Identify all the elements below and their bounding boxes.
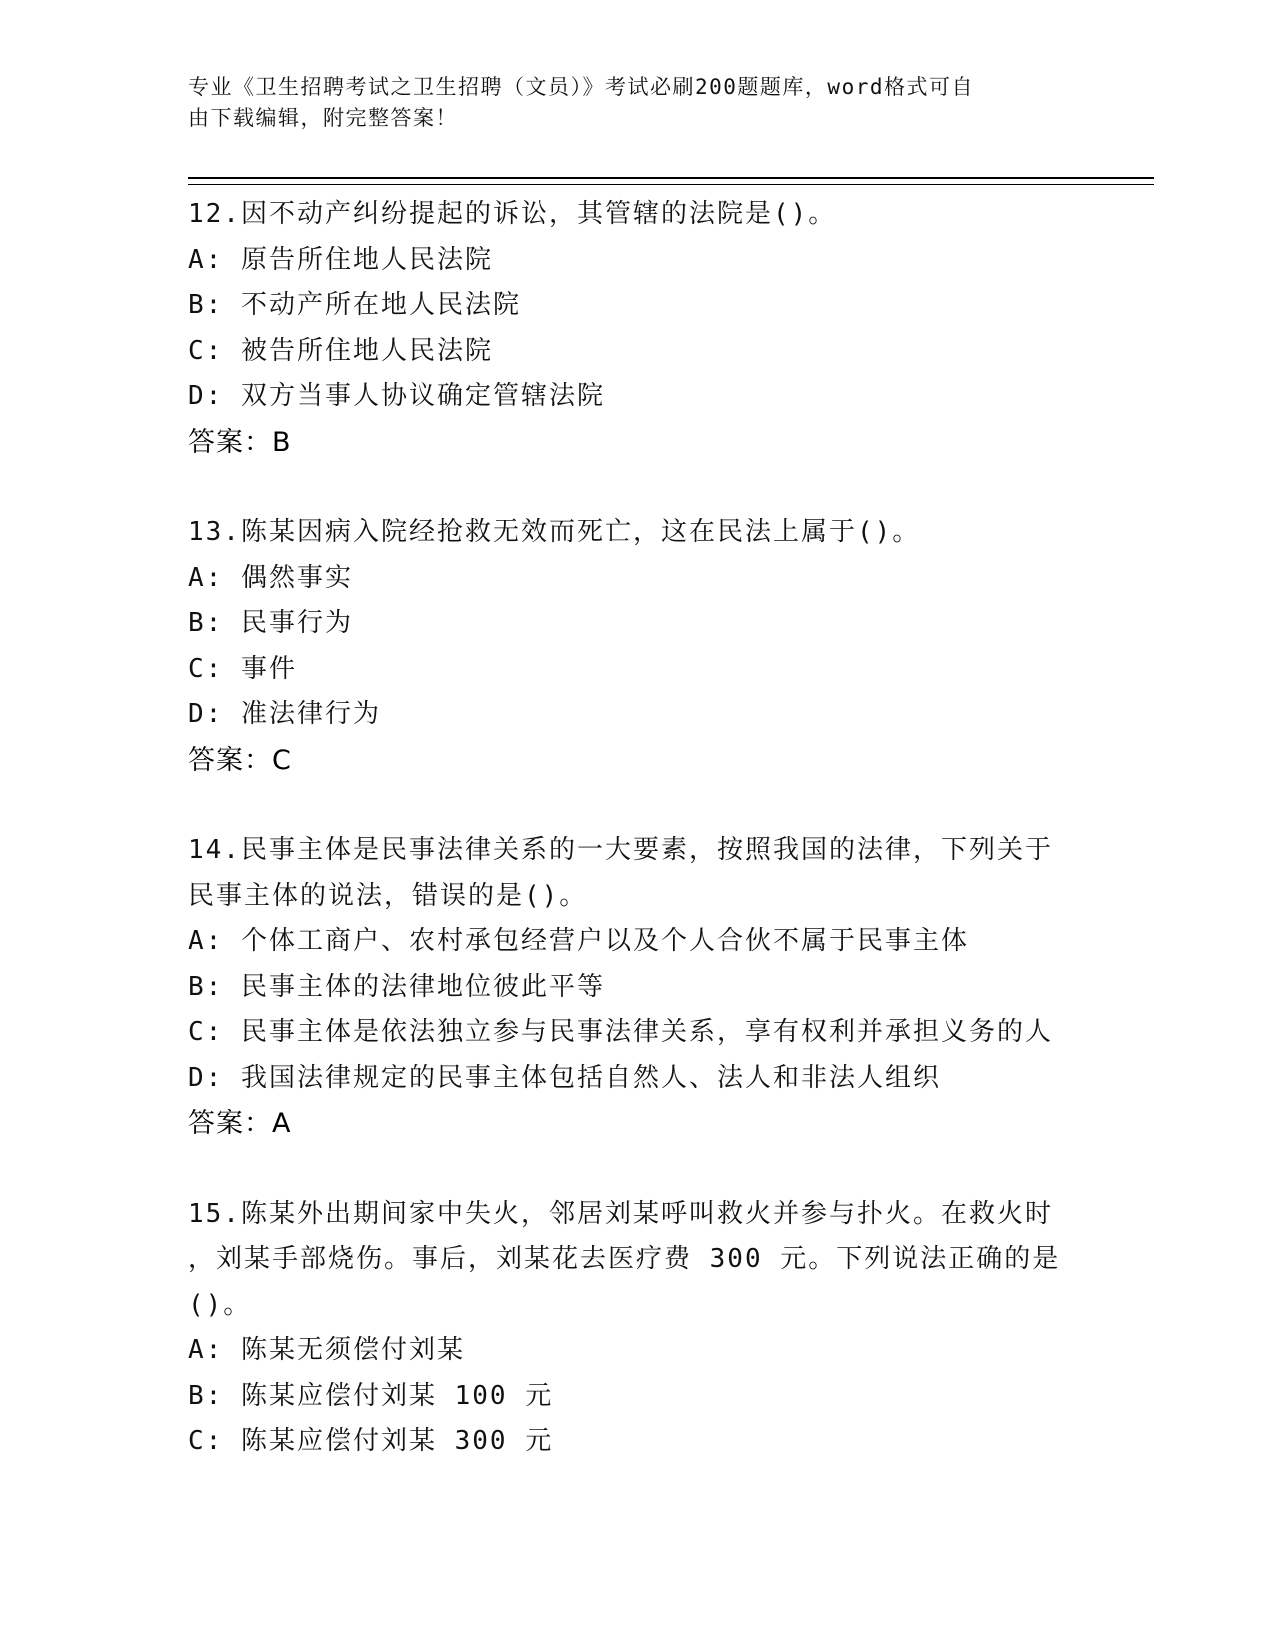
question-14 <box>188 828 1088 1147</box>
answer: 答案：C <box>188 744 292 776</box>
option-c: C: 被告所住地人民法院 <box>188 335 493 366</box>
header-line-1: 专业《卫生招聘考试之卫生招聘（文员）》考试必刷200题题库，word格式可自 <box>188 75 974 99</box>
option-a: A: 陈某无须偿付刘某 <box>188 1335 465 1365</box>
question-13 <box>188 510 1088 783</box>
question-text-line-2: 民事主体的说法，错误的是()。 <box>188 880 588 911</box>
option-c: C: 事件 <box>188 653 297 684</box>
question-text-line-1: 15.陈某外出期间家中失火，邻居刘某呼叫救火并参与扑火。在救火时 <box>188 1198 1053 1229</box>
option-b: B: 民事行为 <box>188 608 353 638</box>
option-b: B: 陈某应偿付刘某 100 元 <box>188 1380 554 1411</box>
option-a: A: 原告所住地人民法院 <box>188 244 493 275</box>
option-b: B: 不动产所在地人民法院 <box>188 290 521 320</box>
question-text-line-2: ，刘某手部烧伤。事后，刘某花去医疗费 300 元。下列说法正确的是 <box>188 1244 1061 1274</box>
question-15 <box>188 1192 1088 1465</box>
option-a: A: 偶然事实 <box>188 562 353 593</box>
header-divider-top <box>188 177 1154 179</box>
option-c: C: 陈某应偿付刘某 300 元 <box>188 1426 554 1456</box>
document-header <box>188 72 1068 134</box>
answer: 答案：B <box>188 426 292 458</box>
option-c: C: 民事主体是依法独立参与民事法律关系，享有权利并承担义务的人 <box>188 1017 1053 1047</box>
question-text: 12.因不动产纠纷提起的诉讼，其管辖的法院是()。 <box>188 199 837 229</box>
question-text: 13.陈某因病入院经抢救无效而死亡，这在民法上属于()。 <box>188 517 921 547</box>
question-text-line-3: ()。 <box>188 1289 252 1320</box>
option-b: B: 民事主体的法律地位彼此平等 <box>188 971 605 1002</box>
option-d: D: 准法律行为 <box>188 699 381 729</box>
header-divider-bottom <box>188 184 1154 185</box>
option-d: D: 我国法律规定的民事主体包括自然人、法人和非法人组织 <box>188 1062 941 1093</box>
header-line-2: 由下载编辑，附完整答案！ <box>188 106 458 130</box>
option-d: D: 双方当事人协议确定管辖法院 <box>188 381 605 411</box>
question-list <box>188 192 1088 1510</box>
question-text-line-1: 14.民事主体是民事法律关系的一大要素，按照我国的法律，下列关于 <box>188 835 1053 865</box>
answer: 答案：A <box>188 1108 292 1139</box>
question-12 <box>188 192 1088 465</box>
option-a: A: 个体工商户、农村承包经营户以及个人合伙不属于民事主体 <box>188 926 969 956</box>
